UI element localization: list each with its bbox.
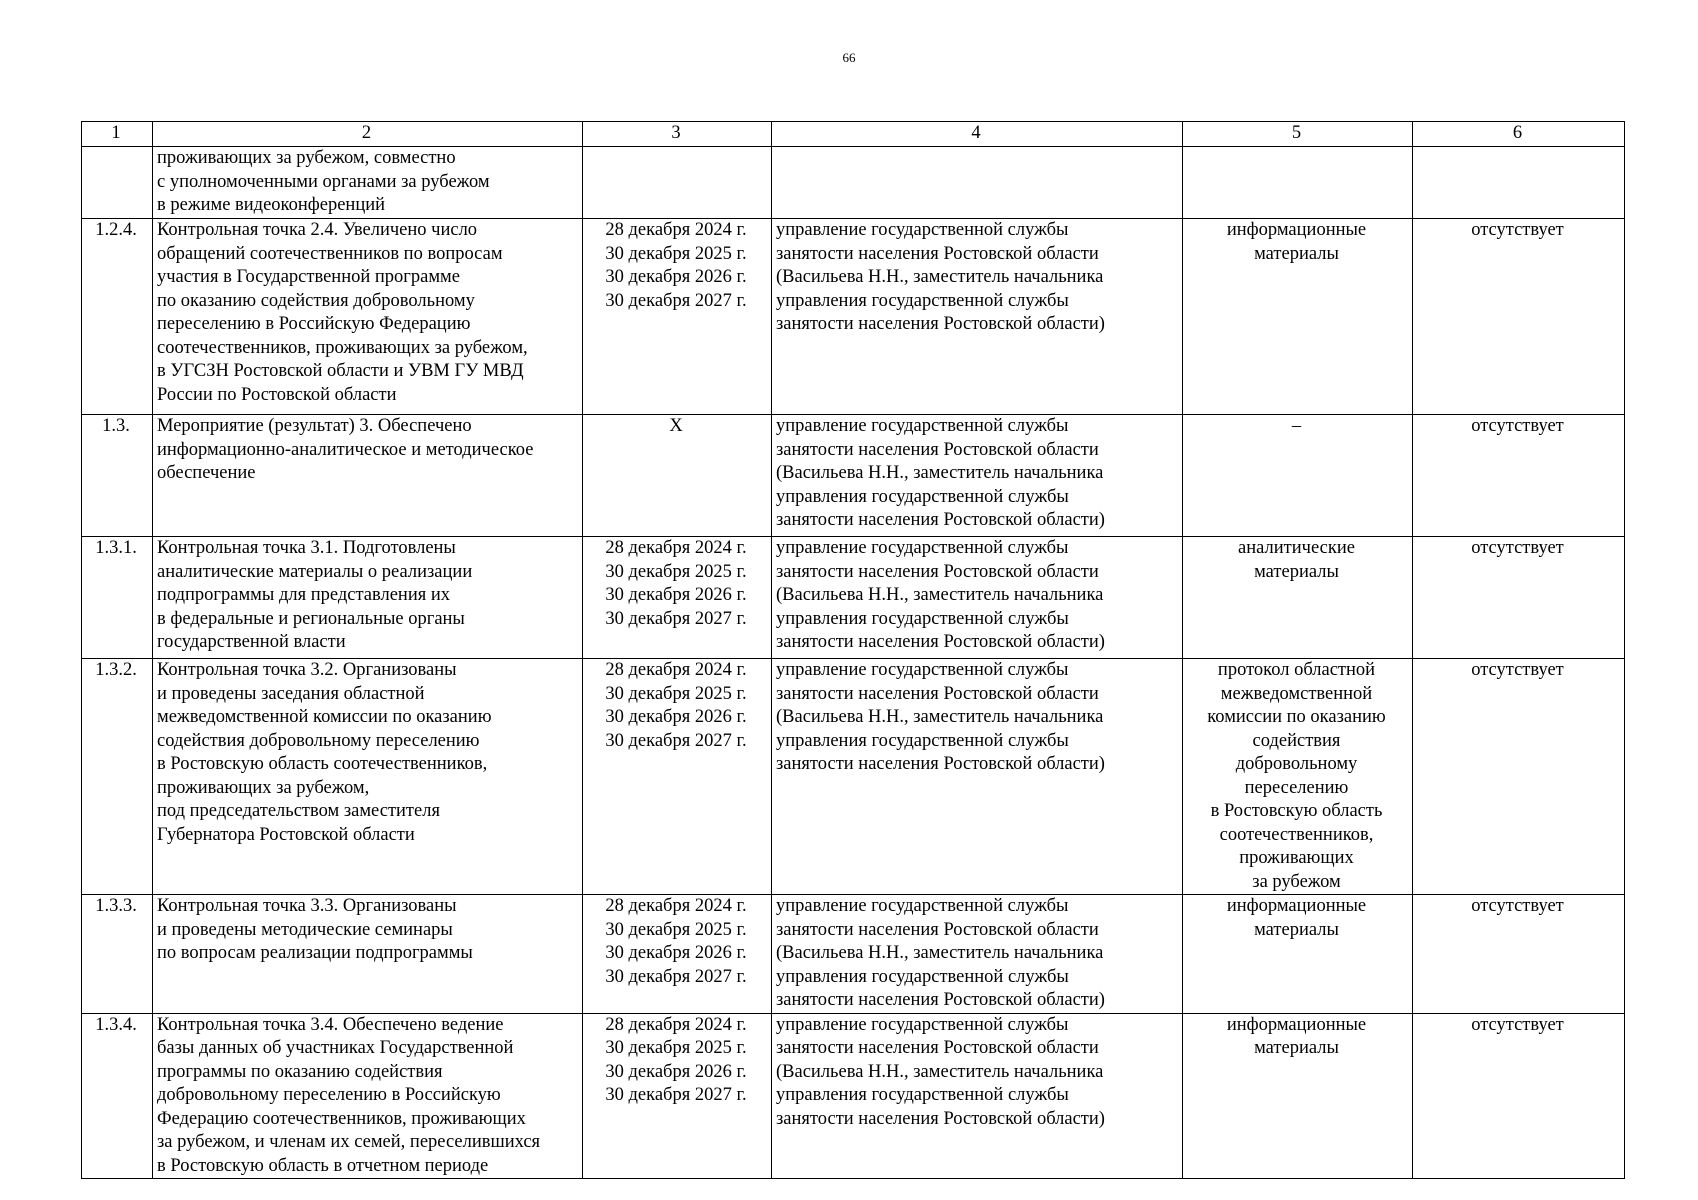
responsible-cell xyxy=(772,1013,1183,1179)
deadline-date: 30 декабря 2026 г. xyxy=(605,267,747,287)
page-number: 66 xyxy=(842,50,856,65)
deadline-date: 30 декабря 2027 г. xyxy=(605,608,747,629)
document-type-line: за рубежом xyxy=(1252,871,1341,892)
description-line: в федеральные и региональные органы xyxy=(157,608,465,629)
column-header-deadline: 3 xyxy=(583,122,772,147)
item-number-cell xyxy=(82,219,153,415)
item-number: 1.3.4. xyxy=(95,1014,137,1035)
description-line: межведомственной комиссии по оказанию xyxy=(157,707,492,727)
responsible-line: управления государственной службы xyxy=(776,1085,1069,1105)
responsible-line: занятости населения Ростовской области xyxy=(776,919,1099,940)
responsible-line: занятости населения Ростовской области) xyxy=(776,754,1105,774)
responsible-line: управление государственной службы xyxy=(776,660,1069,680)
responsible-line: занятости населения Ростовской области xyxy=(776,439,1099,460)
deadline-cell xyxy=(583,659,772,895)
responsible-line: управления государственной службы xyxy=(776,290,1069,311)
description-line: и проведены заседания областной xyxy=(157,683,425,704)
description-line: Контрольная точка 3.3. Организованы xyxy=(157,896,457,916)
item-number: 1.3.3. xyxy=(95,896,137,916)
responsible-cell xyxy=(772,147,1183,219)
responsible-line: управления государственной службы xyxy=(776,486,1069,507)
document-type-cell xyxy=(1183,147,1413,219)
deadline-date: 30 декабря 2026 г. xyxy=(605,707,747,727)
description-line: информационно-аналитическое и методическое xyxy=(157,439,534,460)
item-number-cell xyxy=(82,147,153,219)
description-line: Мероприятие (результат) 3. Обеспечено xyxy=(157,416,472,436)
document-type-line: информационные xyxy=(1226,896,1367,916)
description-line: и проведены методические семинары xyxy=(157,919,453,940)
note-text: отсутствует xyxy=(1471,220,1564,240)
responsible-line: (Васильева Н.Н., заместитель начальника xyxy=(776,585,1104,605)
note-text: отсутствует xyxy=(1471,660,1564,680)
description-line: содействия добровольному переселению xyxy=(157,730,480,751)
description-line: аналитические материалы о реализации xyxy=(157,561,473,582)
responsible-line: занятости населения Ростовской области) xyxy=(776,990,1105,1010)
deadline-date: 30 декабря 2026 г. xyxy=(605,943,747,963)
responsible-line: управление государственной службы xyxy=(776,1014,1069,1035)
document-type-line: протокол областной xyxy=(1217,660,1376,680)
item-number: 1.2.4. xyxy=(95,220,137,240)
document-type-cell xyxy=(1183,219,1413,415)
description-line: участия в Государственной программе xyxy=(157,267,460,287)
column-header-document-type: 5 xyxy=(1183,122,1413,147)
deadline-cell xyxy=(583,219,772,415)
document-type-line: материалы xyxy=(1254,919,1339,940)
description-line: по оказанию содействия добровольному xyxy=(157,290,475,311)
column-header-note: 6 xyxy=(1413,122,1625,147)
note-cell xyxy=(1413,537,1625,659)
description-line: добровольному переселению в Российскую xyxy=(157,1085,501,1105)
document-type-line: в Ростовскую область xyxy=(1210,801,1383,821)
item-number-cell xyxy=(82,415,153,537)
description-line: России по Ростовской области xyxy=(157,384,397,405)
responsible-cell xyxy=(772,415,1183,537)
item-number: 1.3. xyxy=(102,416,130,436)
description-cell xyxy=(153,147,583,219)
deadline-date: 28 декабря 2024 г. xyxy=(605,896,747,916)
document-type-line: проживающих xyxy=(1239,848,1354,868)
deadline-date: 30 декабря 2027 г. xyxy=(605,966,747,987)
responsible-line: занятости населения Ростовской области) xyxy=(776,632,1105,652)
description-line: государственной власти xyxy=(157,632,346,652)
document-type-line: добровольному xyxy=(1235,754,1358,774)
item-number: 1.3.2. xyxy=(95,660,137,680)
description-line: Контрольная точка 3.4. Обеспечено ведение xyxy=(157,1014,504,1035)
responsible-line: (Васильева Н.Н., заместитель начальника xyxy=(776,943,1104,963)
table-row xyxy=(82,659,1625,895)
deadline-date: 28 декабря 2024 г. xyxy=(605,1014,747,1035)
note-text: отсутствует xyxy=(1471,538,1564,558)
document-type-line: материалы xyxy=(1254,561,1339,582)
deadline-date: 28 декабря 2024 г. xyxy=(605,220,747,240)
responsible-line: управление государственной службы xyxy=(776,896,1069,916)
document-type-line: материалы xyxy=(1254,243,1339,264)
description-line: с уполномоченными органами за рубежом xyxy=(157,171,490,192)
note-cell xyxy=(1413,415,1625,537)
responsible-line: управление государственной службы xyxy=(776,416,1069,436)
description-line: Контрольная точка 3.1. Подготовлены xyxy=(157,538,456,558)
description-line: по вопросам реализации подпрограммы xyxy=(157,943,473,963)
deadline-date: 30 декабря 2025 г. xyxy=(605,561,747,582)
document-type-cell xyxy=(1183,659,1413,895)
responsible-line: занятости населения Ростовской области) xyxy=(776,510,1105,530)
document-type-line: аналитические xyxy=(1238,538,1355,558)
description-line: подпрограммы для представления их xyxy=(157,585,451,605)
item-number-cell xyxy=(82,659,153,895)
deadline-cell xyxy=(583,147,772,219)
description-line: обеспечение xyxy=(157,463,256,483)
document-type-line: комиссии по оказанию xyxy=(1207,707,1386,727)
deadline-date: 30 декабря 2025 г. xyxy=(605,1038,747,1058)
document-type-line: информационные xyxy=(1226,1014,1367,1035)
column-header-responsible: 4 xyxy=(772,122,1183,147)
responsible-line: управления государственной службы xyxy=(776,608,1069,629)
document-type-cell xyxy=(1183,415,1413,537)
deadline-date: 30 декабря 2026 г. xyxy=(605,585,747,605)
deadline-date: 30 декабря 2026 г. xyxy=(605,1061,747,1082)
deadline-cell xyxy=(583,415,772,537)
note-cell xyxy=(1413,895,1625,1014)
deadline-date: 30 декабря 2027 г. xyxy=(605,730,747,751)
item-number: 1.3.1. xyxy=(95,538,137,558)
responsible-line: занятости населения Ростовской области) xyxy=(776,1108,1105,1129)
responsible-line: управления государственной службы xyxy=(776,730,1069,751)
deadline-cell xyxy=(583,895,772,1014)
responsible-line: занятости населения Ростовской области xyxy=(776,561,1099,582)
document-type-line: межведомственной xyxy=(1220,683,1373,704)
responsible-line: управление государственной службы xyxy=(776,220,1069,240)
table-row xyxy=(82,895,1625,1014)
note-cell xyxy=(1413,147,1625,219)
responsible-line: управление государственной службы xyxy=(776,538,1069,558)
responsible-line: занятости населения Ростовской области) xyxy=(776,314,1105,334)
table-row xyxy=(82,415,1625,537)
item-number-cell xyxy=(82,537,153,659)
description-line: Губернатора Ростовской области xyxy=(157,824,415,845)
description-line: в режиме видеоконференций xyxy=(157,195,386,215)
table-row xyxy=(82,537,1625,659)
description-cell xyxy=(153,219,583,415)
deadline-date: 30 декабря 2025 г. xyxy=(605,683,747,704)
description-line: обращений соотечественников по вопросам xyxy=(157,243,503,264)
column-header-description: 2 xyxy=(153,122,583,147)
description-line: переселению в Российскую Федерацию xyxy=(157,314,471,334)
description-cell xyxy=(153,895,583,1014)
responsible-cell xyxy=(772,659,1183,895)
responsible-line: занятости населения Ростовской области xyxy=(776,1038,1099,1058)
responsible-line: (Васильева Н.Н., заместитель начальника xyxy=(776,267,1104,287)
column-header-number: 1 xyxy=(82,122,153,147)
description-line: за рубежом, и членам их семей, переселившихся xyxy=(157,1132,541,1152)
description-cell xyxy=(153,1013,583,1179)
note-cell xyxy=(1413,659,1625,895)
description-line: Федерацию соотечественников, проживающих xyxy=(157,1108,526,1129)
document-type-line: переселению xyxy=(1244,777,1349,798)
deadline-date: 30 декабря 2025 г. xyxy=(605,919,747,940)
description-line: в Ростовскую область в отчетном периоде xyxy=(157,1155,489,1176)
document-type-cell xyxy=(1183,537,1413,659)
table-row xyxy=(82,147,1625,219)
deadline-date: 30 декабря 2027 г. xyxy=(605,290,747,311)
note-cell xyxy=(1413,219,1625,415)
description-line: проживающих за рубежом, xyxy=(157,777,370,798)
description-cell xyxy=(153,659,583,895)
responsible-cell xyxy=(772,537,1183,659)
item-number-cell xyxy=(82,895,153,1014)
document-type-line: информационные xyxy=(1226,220,1367,240)
responsible-line: занятости населения Ростовской области xyxy=(776,243,1099,264)
responsible-line: (Васильева Н.Н., заместитель начальника xyxy=(776,463,1104,483)
document-type-line: соотечественников, xyxy=(1219,824,1374,845)
table-header-row xyxy=(82,122,1625,147)
table-row xyxy=(82,1013,1625,1179)
deadline-date: 28 декабря 2024 г. xyxy=(605,660,747,680)
program-schedule-table xyxy=(81,121,1625,1179)
description-line: в Ростовскую область соотечественников, xyxy=(157,754,488,774)
document-type-line: содействия xyxy=(1252,730,1341,751)
table-row xyxy=(82,219,1625,415)
description-line: программы по оказанию содействия xyxy=(157,1061,443,1082)
note-text: отсутствует xyxy=(1471,416,1564,436)
responsible-cell xyxy=(772,895,1183,1014)
description-cell xyxy=(153,415,583,537)
description-line: Контрольная точка 2.4. Увеличено число xyxy=(157,220,478,240)
item-number-cell xyxy=(82,1013,153,1179)
document-type-line: – xyxy=(1291,416,1302,436)
deadline-date: 30 декабря 2027 г. xyxy=(605,1085,747,1105)
note-text: отсутствует xyxy=(1471,896,1564,916)
responsible-cell xyxy=(772,219,1183,415)
description-line: в УГСЗН Ростовской области и УВМ ГУ МВД xyxy=(157,361,524,381)
note-text: отсутствует xyxy=(1471,1014,1564,1035)
description-line: проживающих за рубежом, совместно xyxy=(157,148,456,168)
note-cell xyxy=(1413,1013,1625,1179)
document-type-cell xyxy=(1183,1013,1413,1179)
description-line: под председательством заместителя xyxy=(157,801,440,821)
deadline-date: 28 декабря 2024 г. xyxy=(605,538,747,558)
responsible-line: (Васильева Н.Н., заместитель начальника xyxy=(776,707,1104,727)
description-line: соотечественников, проживающих за рубежом, xyxy=(157,337,528,358)
responsible-line: (Васильева Н.Н., заместитель начальника xyxy=(776,1061,1104,1082)
description-line: базы данных об участниках Государственной xyxy=(157,1038,514,1058)
deadline-cell xyxy=(583,537,772,659)
document-type-line: материалы xyxy=(1254,1038,1339,1058)
description-cell xyxy=(153,537,583,659)
deadline-date: 30 декабря 2025 г. xyxy=(605,243,747,264)
responsible-line: управления государственной службы xyxy=(776,966,1069,987)
deadline-cell xyxy=(583,1013,772,1179)
description-line: Контрольная точка 3.2. Организованы xyxy=(157,660,457,680)
document-type-cell xyxy=(1183,895,1413,1014)
deadline-date: Х xyxy=(669,416,683,436)
responsible-line: занятости населения Ростовской области xyxy=(776,683,1099,704)
